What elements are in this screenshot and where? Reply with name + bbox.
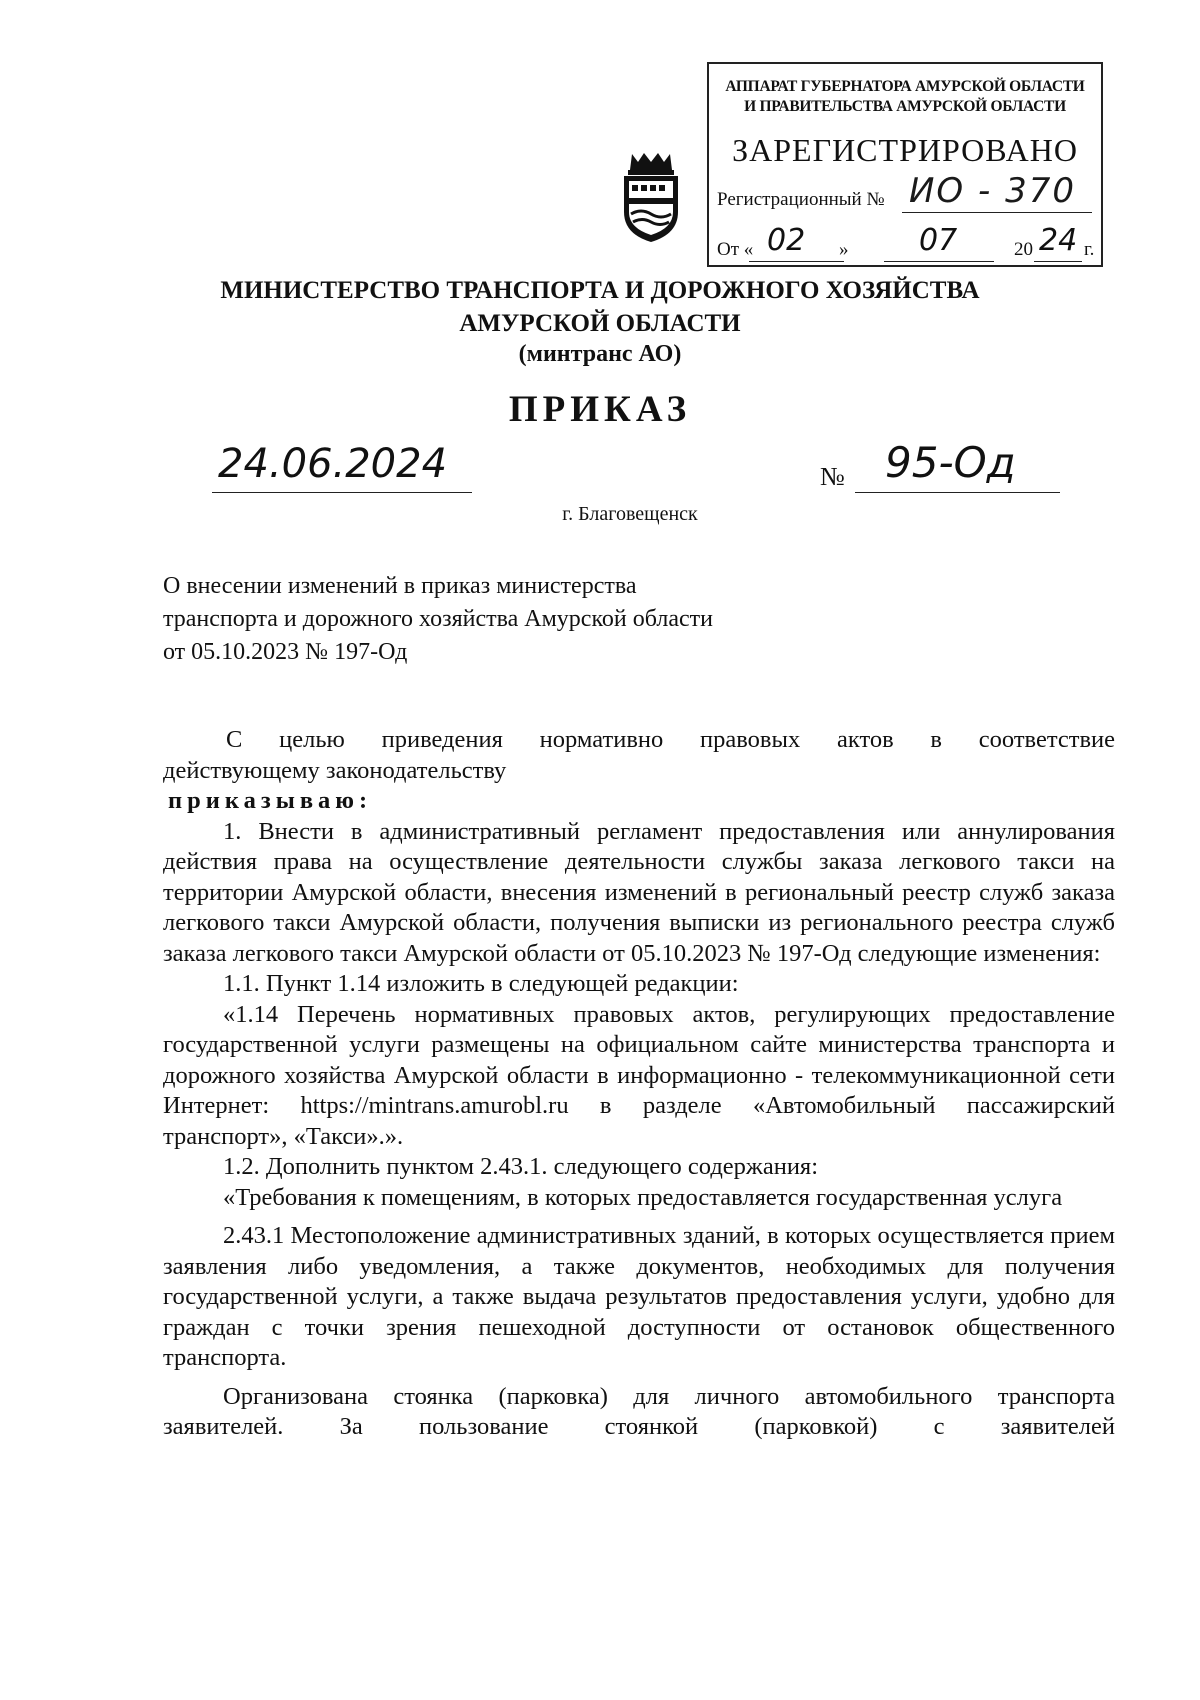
order-number-label: № (820, 462, 845, 491)
stamp-date-quote: » (839, 239, 849, 260)
body-paragraph: 1.1. Пункт 1.14 изложить в следующей редакции: (223, 970, 739, 997)
stamp-date-month: 07 (919, 223, 958, 258)
ministry-short-name: (минтранс АО) (518, 341, 682, 367)
city: г. Благовещенск (562, 503, 698, 525)
stamp-day-underline (749, 261, 844, 262)
body-paragraph: 1. Внести в административный регламент предоставления или аннулирования действия права на осуществление деятельности службы заказа легкового такси на территории Амурской области, внесения изменений в региональный реестр служб заказа легкового такси Амурской области, получения выписки из регионального реестра служб заказа легкового такси Амурской области от 05.10.2023 № 197-Од следующие изменения: (163, 817, 1115, 967)
order-body (163, 725, 1115, 1443)
stamp-reg-underline (902, 212, 1092, 213)
order-number: 95-Од (885, 438, 1016, 487)
ministry-name: МИНИСТЕРСТВО ТРАНСПОРТА И ДОРОЖНОГО ХОЗЯЙСТВА АМУРСКОЙ ОБЛАСТИ (220, 277, 980, 337)
order-number-underline (855, 492, 1060, 493)
stamp-year-underline (1034, 261, 1082, 262)
coat-of-arms-icon (618, 150, 684, 244)
order-date: 24.06.2024 (218, 441, 448, 487)
body-paragraph: С целью приведения нормативно правовых актов в соответствие (226, 726, 1115, 753)
body-paragraph: «Требования к помещениям, в которых предоставляется государственная услуга (223, 1183, 1063, 1211)
order-date-underline (212, 492, 472, 493)
stamp-date-year: 24 (1039, 223, 1078, 258)
body-directive: приказываю: (168, 787, 373, 814)
order-subject: О внесении изменений в приказ министерства транспорта и дорожного хозяйства Амурской области от 05.10.2023 № 197-Од (163, 573, 713, 665)
stamp-date-label: От « (717, 239, 754, 260)
body-paragraph: действующему законодательству (163, 756, 507, 784)
body-paragraph: Организована стоянка (парковка) для личного автомобильного транспорта заявителей. За пользование стоянкой (парковкой) с заявителей (163, 1382, 1115, 1440)
stamp-month-underline (884, 261, 994, 262)
stamp-reg-label: Регистрационный № (717, 189, 885, 210)
stamp-title: ЗАРЕГИСТРИРОВАНО (732, 132, 1078, 168)
stamp-date-year-suffix: г. (1084, 239, 1095, 260)
stamp-date-day: 02 (767, 223, 806, 258)
stamp-office-line-1: АППАРАТ ГУБЕРНАТОРА АМУРСКОЙ ОБЛАСТИ (725, 78, 1085, 95)
stamp-office-line-2: И ПРАВИТЕЛЬСТВА АМУРСКОЙ ОБЛАСТИ (744, 98, 1066, 115)
registration-stamp (707, 62, 1103, 267)
order-title: ПРИКАЗ (508, 389, 692, 430)
stamp-reg-number: ИО - 370 (909, 171, 1076, 211)
body-paragraph: 2.43.1 Местоположение административных зданий, в которых осуществляется прием заявления либо уведомления, а также документов, необходимых для получения государственной услуги, а также выдача результатов предоставления услуги, удобно для граждан с точки зрения пешеходной доступности от остановок общественного транспорта. (163, 1222, 1115, 1371)
stamp-date-year-prefix: 20 (1014, 239, 1033, 260)
body-paragraph: 1.2. Дополнить пунктом 2.43.1. следующего содержания: (223, 1153, 819, 1180)
body-paragraph: «1.14 Перечень нормативных правовых актов, регулирующих предоставление государственной услуги размещены на официальном сайте министерства транспорта и дорожного хозяйства Амурской области в информационно - телекоммуникационной сети Интернет: https://mintrans.amurobl.ru в разделе «Автомобильный пассажирский транспорт», «Такси».». (163, 1000, 1115, 1150)
